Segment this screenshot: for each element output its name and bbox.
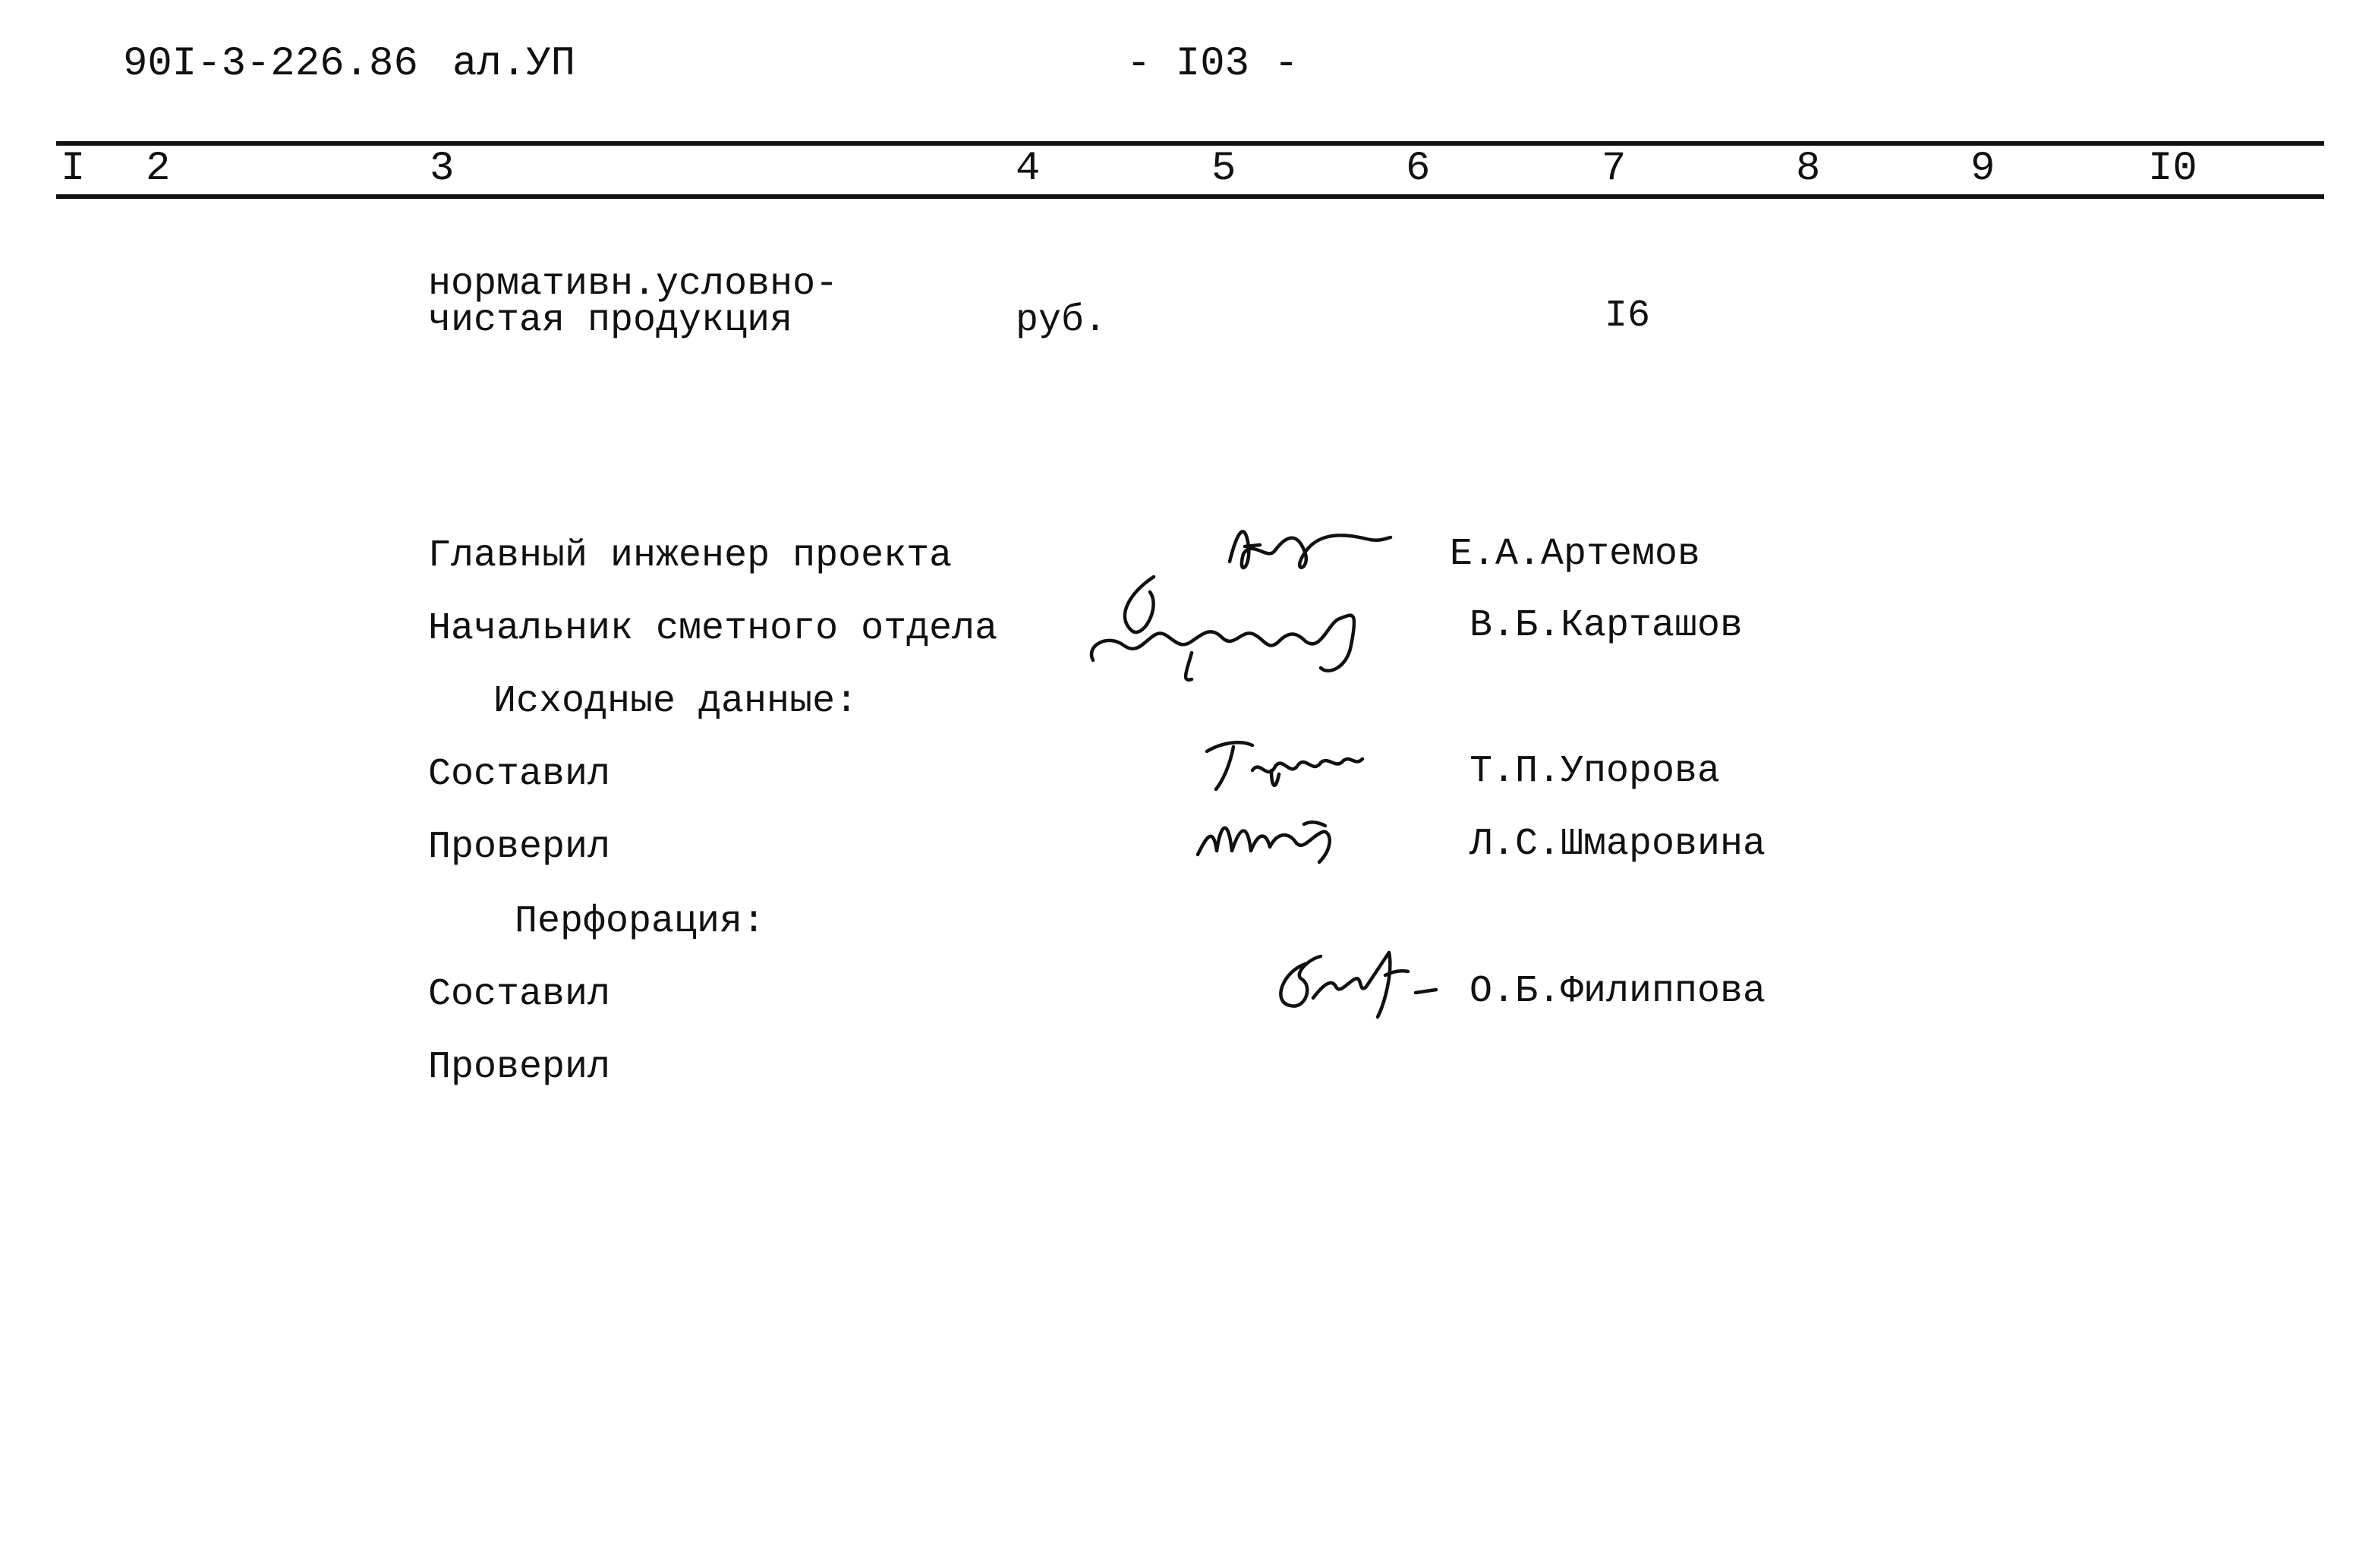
estimate-head-name: В.Б.Карташов [1469,604,1743,647]
compiled-label-2: Составил [428,973,611,1016]
perforation-label: Перфорация: [515,900,766,943]
row-value: I6 [1605,294,1651,338]
compiler-name: Т.П.Упорова [1469,750,1721,793]
signature-perforation-compiler-icon [1260,941,1442,1025]
document-code: 90I-3-226.86 [123,41,418,87]
estimate-head-title: Начальник сметного отдела [428,607,998,650]
column-number: 4 [1016,146,1041,192]
perforation-compiler-name: О.Б.Филиппова [1469,970,1766,1013]
column-number: 2 [146,146,171,192]
checked-label: Проверил [428,826,611,869]
table-header-bottom-rule [56,194,2324,199]
album-label: ал.УП [452,41,576,87]
signature-estimate-head-icon [1078,562,1381,691]
page-number: - I03 - [1126,41,1299,87]
row-unit: руб. [1016,299,1107,342]
signature-compiler-icon [1199,729,1374,801]
column-number: 3 [430,146,455,192]
column-number: 5 [1211,146,1236,192]
signature-checker-icon [1190,809,1350,874]
checker-name: Л.С.Шмаровина [1469,823,1766,866]
chief-engineer-name: Е.А.Артемов [1450,533,1701,576]
column-number: 9 [1970,146,1995,192]
column-number: 8 [1796,146,1821,192]
column-number: I [61,146,86,192]
checked-label-2: Проверил [428,1046,611,1089]
source-data-label: Исходные данные: [493,680,858,723]
row-name-line1: нормативн.условно- [428,263,839,306]
column-number: 6 [1406,146,1431,192]
column-number: I0 [2148,146,2197,192]
compiled-label: Составил [428,753,611,796]
column-number: 7 [1602,146,1627,192]
row-name-line2: чистая продукция [428,299,793,342]
chief-engineer-title: Главный инженер проекта [428,534,953,578]
